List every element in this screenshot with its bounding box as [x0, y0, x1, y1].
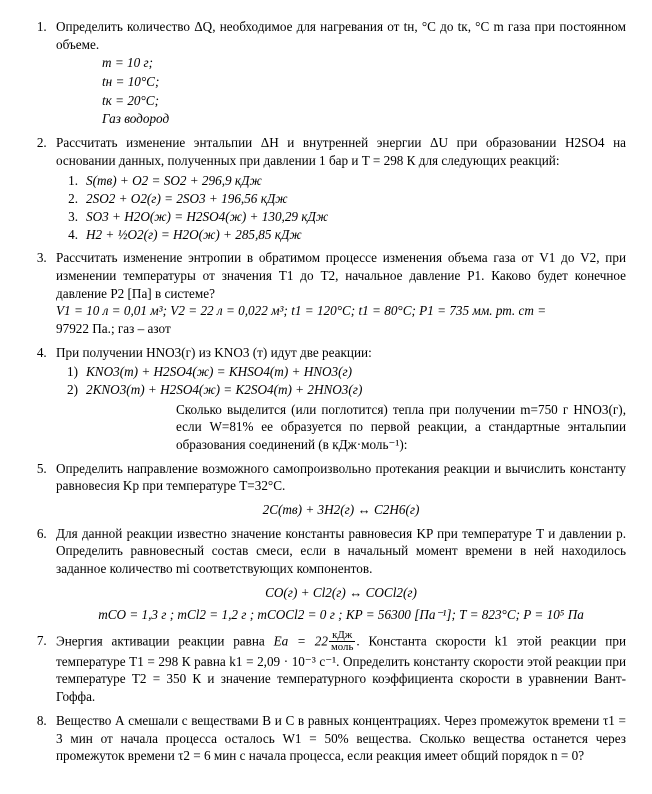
task-5-text: Определить направление возможного самопроизвольно протекания реакции и вычислить константу равновесия Kр при температуре T=32°C. [56, 460, 626, 494]
task-item-8 [50, 712, 626, 765]
task-item-4 [50, 344, 626, 454]
reaction-equation: KNO3(т) + H2SO4(ж) = KHSO4(т) + HNO3(г) [86, 364, 353, 380]
task-2-reactions [56, 172, 626, 244]
task-6-given: mCO = 1,3 г ; mCl2 = 1,2 г ; mCOCl2 = 0 г ; KP = 56300 [Па⁻¹]; T = 823°C; P = 10⁵ Па [98, 607, 584, 623]
task-item-1 [50, 18, 626, 128]
task-7-text-a: Энергия активации реакции равна [56, 633, 265, 649]
task-7-ea-value: Ea = 22 [273, 633, 328, 649]
task-7-units-fraction [329, 630, 355, 653]
task-3-text: Рассчитать изменение энтропии в обратимом процессе изменения объема газа от V1 до V2, при изменении температуры от значения T1 до T2, начальное давление P1. Каково будет конечное давление P2 [Па] в системе? [56, 250, 626, 301]
reaction-equation: SO3 + H2O(ж) = H2SO4(ж) + 130,29 кДж [86, 208, 329, 224]
reaction-number: 3. [68, 208, 78, 224]
task-7-text-c: . Константа скорости k1 этой реакции при температуре T1 = 298 К равна k1 = 2,09 · 10⁻³ с⁻¹. Определить константу скорости этой реакции при температуре T2 = 350 К и значение температурного коэффициента скорости в уравнении Вант-Гоффа. [56, 633, 626, 705]
reaction-equation: 2SO2 + O2(г) = 2SO3 + 196,56 кДж [86, 190, 288, 206]
task-item-3 [50, 249, 626, 337]
reaction-item [56, 208, 626, 225]
reaction-number: 2. [68, 190, 78, 206]
task-3-given-line-2: 97922 Па.; газ – азот [56, 320, 171, 336]
reaction-equation: H2 + ½O2(г) = H2O(ж) + 285,85 кДж [86, 226, 302, 242]
fraction-denominator: моль [330, 640, 354, 653]
task-1-given [102, 54, 626, 128]
reaction-number: 2) [67, 382, 78, 398]
task-list [22, 18, 626, 765]
given-line: tн = 10°C; [102, 74, 160, 90]
task-2-text: Рассчитать изменение энтальпии ΔH и внутренней энергии ΔU при образовании H2SO4 на основании данных, полученных при давлении 1 бар и T = 298 К для следующих реакций: [56, 135, 626, 168]
task-item-7 [50, 630, 626, 706]
reaction-item [56, 363, 626, 380]
given-line: m = 10 г; [102, 55, 154, 71]
task-4-reactions [56, 363, 626, 398]
task-6-text: Для данной реакции известно значение константы равновесия KP при температуре T и давлении p. Определить равновесный состав смеси, если в начальный момент времени в ней находилось заданное количество mi соответствующих компонентов. [56, 525, 626, 577]
given-line: tк = 20°C; [102, 92, 159, 108]
task-item-6 [50, 525, 626, 624]
task-4-note: Сколько выделится (или поглотится) тепла при получении m=750 г HNO3(г), если W=81% ее образуется по первой реакции, а стандартные энтальпии образования соединений (в кДж·моль⁻¹): [176, 401, 626, 452]
reaction-equation: 2KNO3(т) + H2SO4(ж) = K2SO4(т) + 2HNO3(г) [86, 382, 363, 398]
task-8-text: Вещество А смешали с веществами В и С в равных концентрациях. Через промежуток времени τ1 = 3 мин от начала процесса осталось W1 = 50% вещества. Сколько вещества останется через промежуток времени τ2 = 6 мин с начала процесса, если реакция имеет общий порядок n = 0? [56, 712, 626, 764]
reaction-number: 1. [68, 172, 78, 188]
task-3-given-line-1: V1 = 10 л = 0,01 м³; V2 = 22 л = 0,022 м³; t1 = 120°C; t1 = 80°C; P1 = 735 мм. рт. ст = [56, 303, 547, 319]
reaction-equation: S(тв) + O2 = SO2 + 296,9 кДж [86, 172, 262, 188]
task-4-text: При получении HNO3(г) из KNO3 (т) идут две реакции: [56, 344, 372, 360]
reaction-item [56, 226, 626, 243]
fraction-numerator: кДж [332, 629, 353, 642]
reaction-item [56, 190, 626, 207]
task-5-equation: 2C(тв) + 3H2(г) ↔ C2H6(г) [262, 502, 420, 517]
task-item-5 [50, 460, 626, 519]
task-1-text: Определить количество ΔQ, необходимое для нагревания от tн, °С до tк, °С m газа при постоянном объеме. [56, 19, 626, 52]
given-line: Газ водород [102, 111, 170, 127]
task-6-equation: CO(г) + Cl2(г) ↔ COCl2(г) [265, 584, 417, 600]
reaction-item [56, 381, 626, 398]
reaction-item [56, 172, 626, 189]
reaction-number: 4. [68, 226, 78, 242]
task-item-2 [50, 134, 626, 243]
reaction-number: 1) [67, 364, 78, 380]
